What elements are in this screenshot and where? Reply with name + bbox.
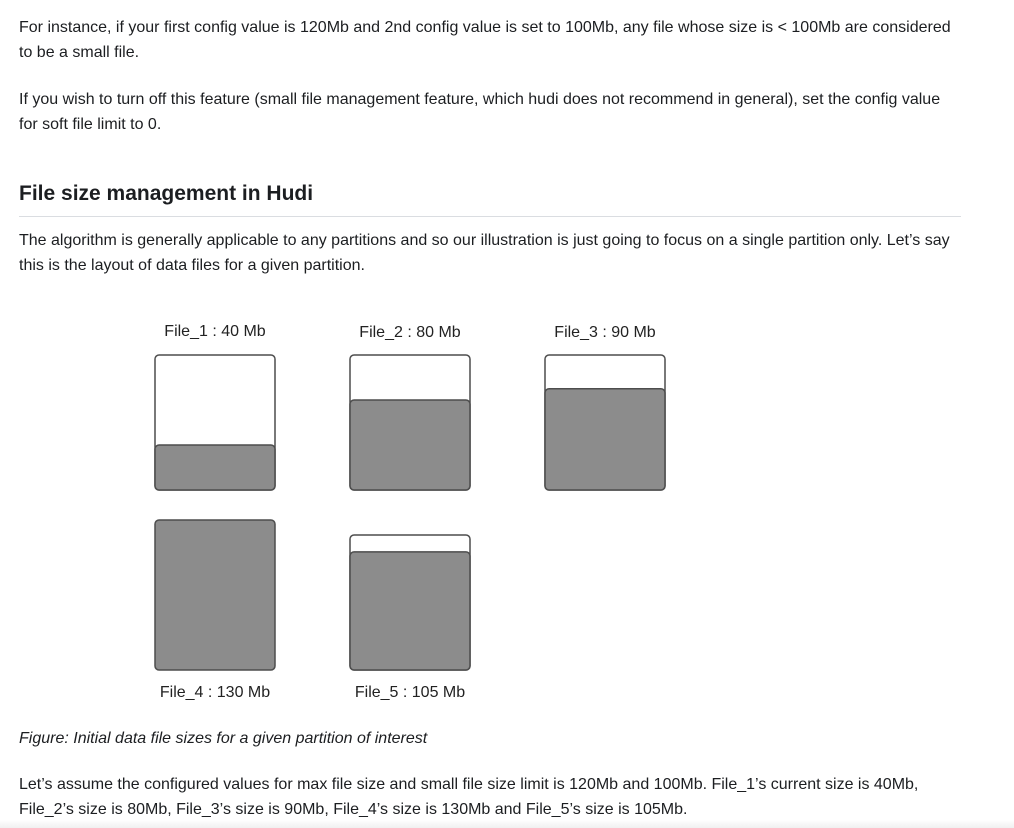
file-2-container [350,355,470,490]
file-2-label: File_2 : 80 Mb [359,324,461,341]
file-1-group [155,323,275,490]
file-3-label: File_3 : 90 Mb [554,324,656,341]
assumption-paragraph: Let’s assume the configured values for max file size and small file size limit is 120Mb and 100Mb. File_1’s current size is 40Mb, File_2’s size is 80Mb, File_3’s size is 90Mb, File_4’s size is 130Mb and File_5’s size is 105Mb. [19,776,919,818]
file-5-container [350,535,470,670]
file-1-container [155,355,275,490]
file-2-group [350,324,470,490]
file-3-fill [545,389,665,490]
heading-divider [19,216,961,217]
intro-paragraph: For instance, if your first config value is 120Mb and 2nd config value is set to 100Mb, any file whose size is < 100Mb are considered to be a small file. [19,19,951,61]
file-4-group [155,520,275,701]
figure-caption: Figure: Initial data file sizes for a given partition of interest [19,730,428,747]
file-2-fill [350,400,470,490]
file-3-container [545,355,665,490]
section-heading: File size management in Hudi [19,182,314,205]
file-5-label: File_5 : 105 Mb [354,684,466,701]
algorithm-paragraph: The algorithm is generally applicable to any partitions and so our illustration is just going to focus on a single partition only. Let’s say this is the layout of data files for a given partition. [19,232,950,274]
file-5-group [350,535,470,701]
file-4-fill [155,520,275,670]
file-1-fill [155,445,275,490]
file-1-label: File_1 : 40 Mb [164,323,266,340]
turn-off-paragraph: If you wish to turn off this feature (small file management feature, which hudi does not recommend in general), set the config value for soft file limit to 0. [19,91,941,133]
file-3-group [545,324,665,490]
file-4-label: File_4 : 130 Mb [159,684,271,701]
bottom-fade [0,820,1014,828]
file-5-fill [350,552,470,670]
